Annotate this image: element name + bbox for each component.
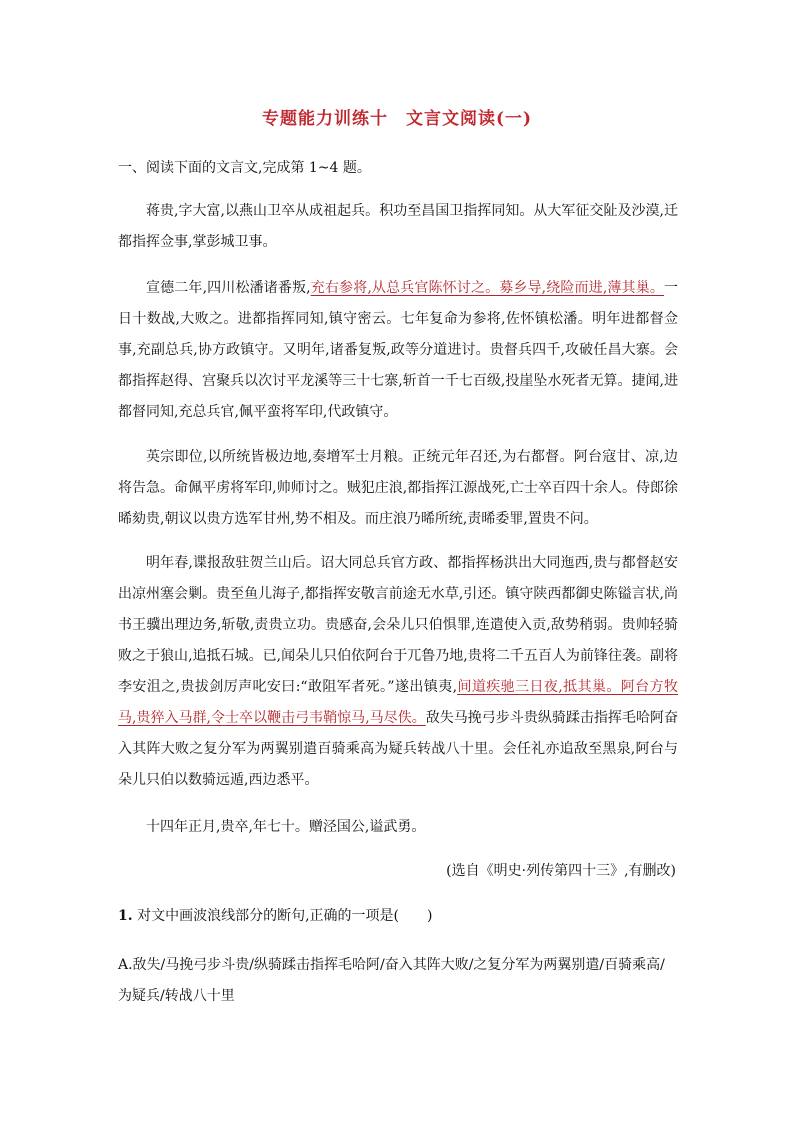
paragraph-2-text-a: 宣德二年,四川松潘诸番叛, [146, 280, 311, 296]
paragraph-5: 十四年正月,贵卒,年七十。赠泾国公,谥武勇。 [146, 819, 426, 835]
paragraph-2-text-b: 一日十数战,大败之。进都指挥同知,镇守密云。七年复命为参将,佐怀镇松潘。明年进都督佥事,充副总兵,协方政镇守。又明年,诸番复叛,政等分道进讨。贵督兵四千,攻破任昌大寨。会都指挥赵得、宫聚兵以次讨平龙溪等三十七寨,斩首一千七百级,投崖坠水死者无算。捷闻,进都督同知,充总兵官,佩平蛮将军印,代政镇守。 [118, 280, 678, 420]
underlined-passage-2: 间道疾驰三日夜,抵其巢。阿台方牧马,贵猝入马群,令士卒以鞭击弓韦鞘惊马,马尽佚。 [118, 679, 678, 726]
underlined-passage-1: 充右参将,从总兵官陈怀讨之。募乡导,绕险而进,薄其巢。 [310, 280, 664, 296]
paragraph-4-text-a: 明年春,谍报敌驻贺兰山后。诏大同总兵官方政、都指挥杨洪出大同迤西,贵与都督赵安出凉州塞会剿。贵至鱼儿海子,都指挥安敬言前途无水草,引还。镇守陕西都御史陈镒言状,尚书王骥出理边务,斩敬,责贵立功。贵感奋,会朵儿只伯惧罪,连遣使入贡,敌势稍弱。贵帅轻骑败之于狼山,追抵石城。已,闻朵儿只伯依阿台于兀鲁乃地,贵将二千五百人为前锋往袭。副将李安沮之,贵拔剑厉声叱安曰:“敢阻军者死。”遂出镇夷, [118, 555, 678, 695]
paragraph-2 [118, 273, 678, 428]
source-citation: (选自《明史·列传第四十三》,有删改) [446, 863, 676, 879]
paragraph-1: 蒋贵,字大富,以燕山卫卒从成祖起兵。积功至昌国卫指挥同知。从大军征交阯及沙漠,迁都指挥佥事,掌彭城卫事。 [118, 203, 678, 250]
paragraph-4 [118, 548, 678, 796]
section-instruction: 一、阅读下面的文言文,完成第 1~4 题。 [118, 160, 371, 176]
paragraph-4-wavy-passage: 敌失马挽弓步斗贵纵骑蹂击指挥毛哈阿奋入其阵大败之复分军为两翼别遣百骑乘高为疑兵转战八十里。会任礼亦追敌至黑泉,阿台与朵儿只伯以数骑远遁,西边悉平。 [118, 710, 678, 788]
question-text: 对文中画波浪线部分的断句,正确的一项是( ) [137, 908, 433, 924]
page-title: 专题能力训练十 文言文阅读(一) [261, 109, 533, 129]
paragraph-3: 英宗即位,以所统皆极边地,奏增军士月粮。正统元年召还,为右都督。阿台寇甘、凉,边将告急。命佩平虏将军印,帅师讨之。贼犯庄浪,都指挥江源战死,亡士卒百四十余人。侍郎徐晞劾贵,朝议以贵方选军甘州,势不相及。而庄浪乃晞所统,责晞委罪,置贵不问。 [118, 449, 678, 527]
option-a: A.敌失/马挽弓步斗贵/纵骑蹂击指挥毛哈阿/奋入其阵大败/之复分军为两翼别遣/百骑乘高/为疑兵/转战八十里 [118, 957, 665, 1004]
question-number: 1. [118, 908, 133, 924]
question-1 [118, 905, 432, 925]
